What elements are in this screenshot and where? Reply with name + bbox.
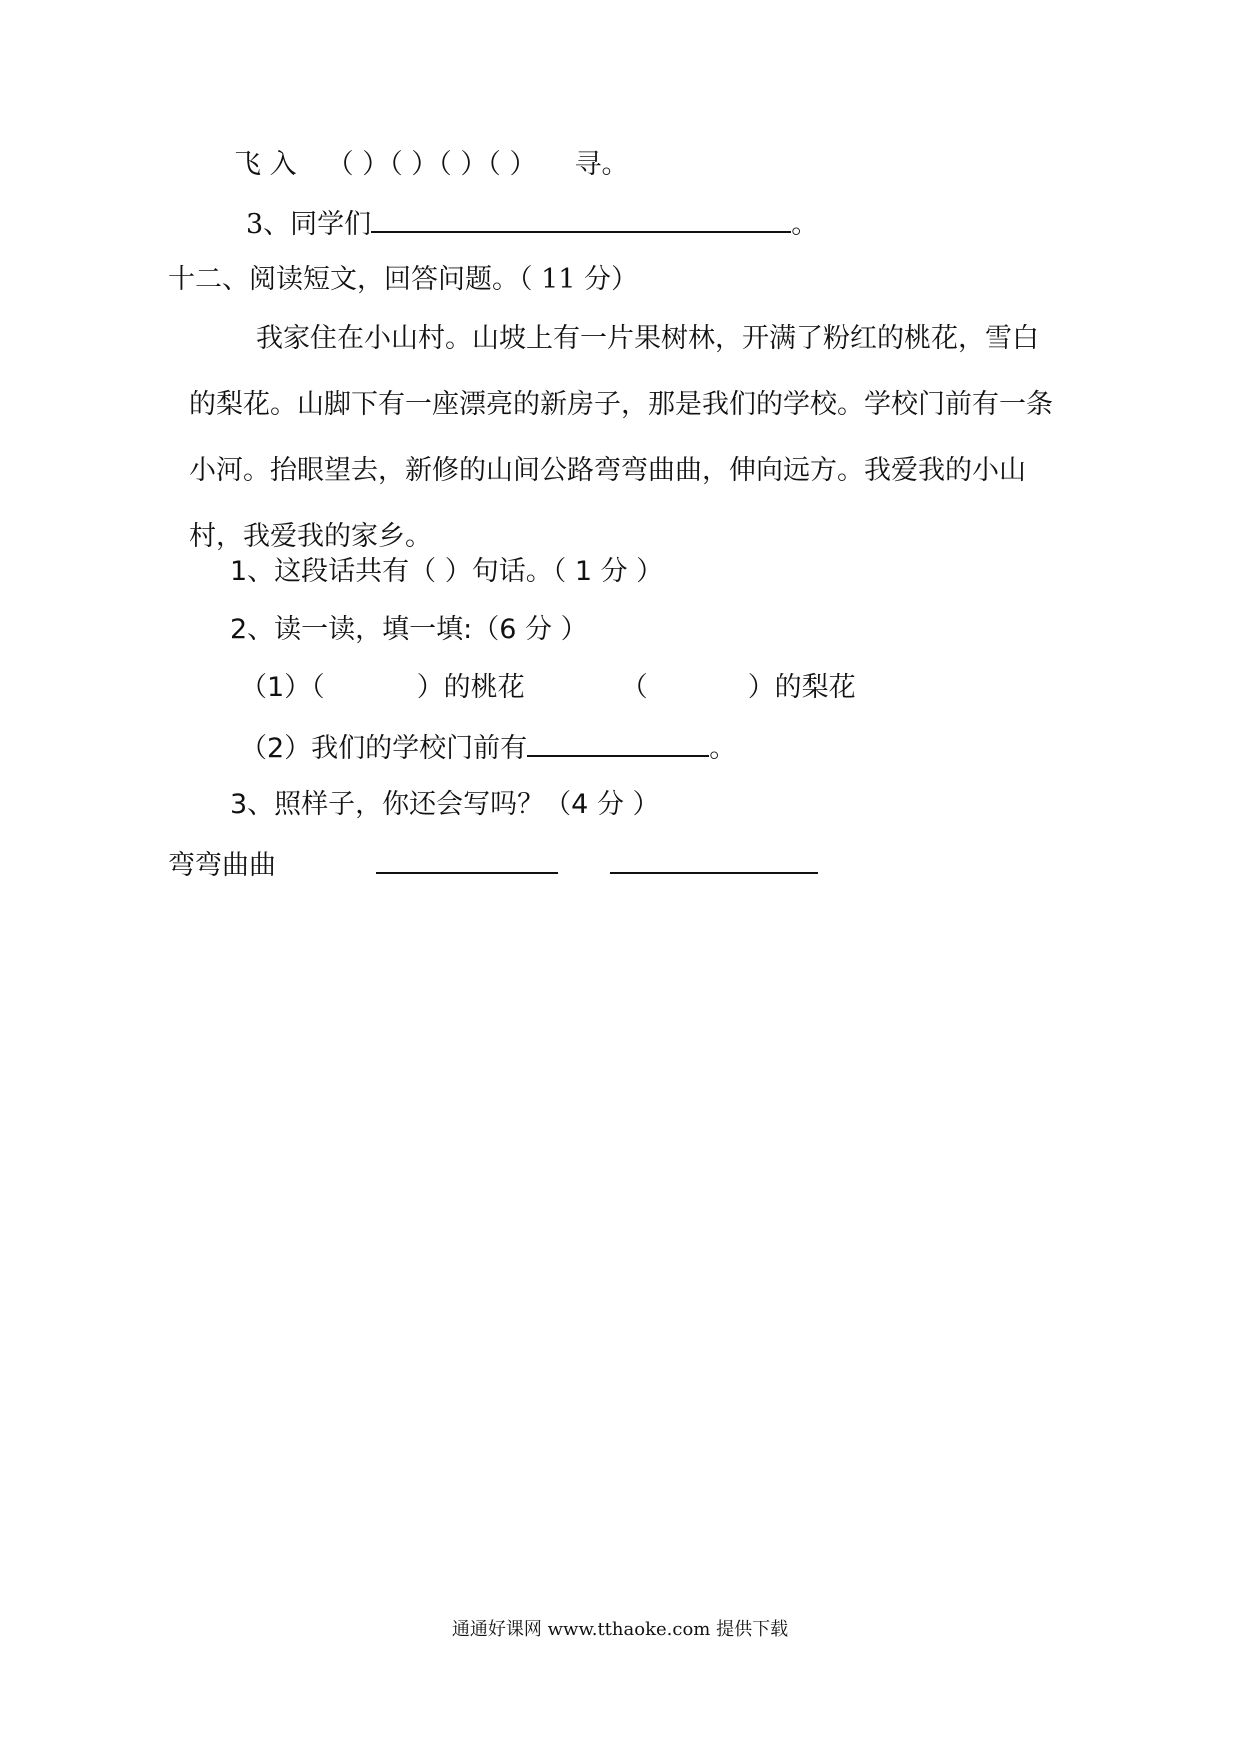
question-2-2-end: 。: [709, 733, 737, 764]
answer-blank-river[interactable]: [527, 729, 709, 757]
fill-paren-2[interactable]: （ ）: [389, 149, 439, 180]
answer-blank-word-1[interactable]: [376, 846, 558, 874]
question-2: 2、读一读，填一填:（6 分 ）: [230, 614, 588, 645]
question-3: 3、照样子，你还会写吗？（4 分 ）: [230, 789, 660, 820]
question-3-end: 。: [791, 209, 819, 240]
question-3-classmates: [246, 205, 818, 242]
fill-in-line: [234, 148, 628, 182]
question-2-1-pear: ）的梨花: [747, 672, 856, 703]
example-word: 弯弯曲曲: [168, 850, 276, 881]
fill-paren-1[interactable]: （ ）: [326, 149, 390, 180]
section-heading: 十二、阅读短文，回答问题。（ 11 分）: [168, 264, 639, 295]
example-word-row: [168, 846, 818, 883]
question-2-2: [240, 729, 736, 766]
answer-blank-classmates[interactable]: [371, 205, 791, 233]
question-3-label: 3、同学们: [246, 209, 372, 240]
fill-paren-3[interactable]: （ ）: [438, 149, 488, 180]
fill-paren-4[interactable]: （ ）: [487, 149, 537, 180]
question-2-1-peach: ）的桃花: [416, 672, 525, 703]
question-1: 1、这段话共有（ ）句话。（ 1 分 ）: [230, 556, 664, 587]
answer-blank-word-2[interactable]: [610, 846, 818, 874]
question-2-1: [240, 671, 856, 705]
question-2-2-label: （2）我们的学校门前有: [240, 733, 528, 764]
fill-prefix: 飞 入: [234, 149, 297, 180]
footer-credit: 通通好课网 www.tthaoke.com 提供下载: [451, 1619, 789, 1640]
question-2-1-open: （: [620, 672, 648, 703]
reading-passage: 我家住在小山村。山坡上有一片果树林，开满了粉红的桃花，雪白的梨花。山脚下有一座漂亮的新房子，那是我们的学校。学校门前有一条小河。抬眼望去，新修的山间公路弯弯曲曲，伸向远方。我爱我的小山村，我爱我的家乡。: [189, 323, 1053, 552]
fill-suffix: 寻。: [574, 149, 629, 180]
question-2-1-label: （1）（: [240, 672, 325, 703]
